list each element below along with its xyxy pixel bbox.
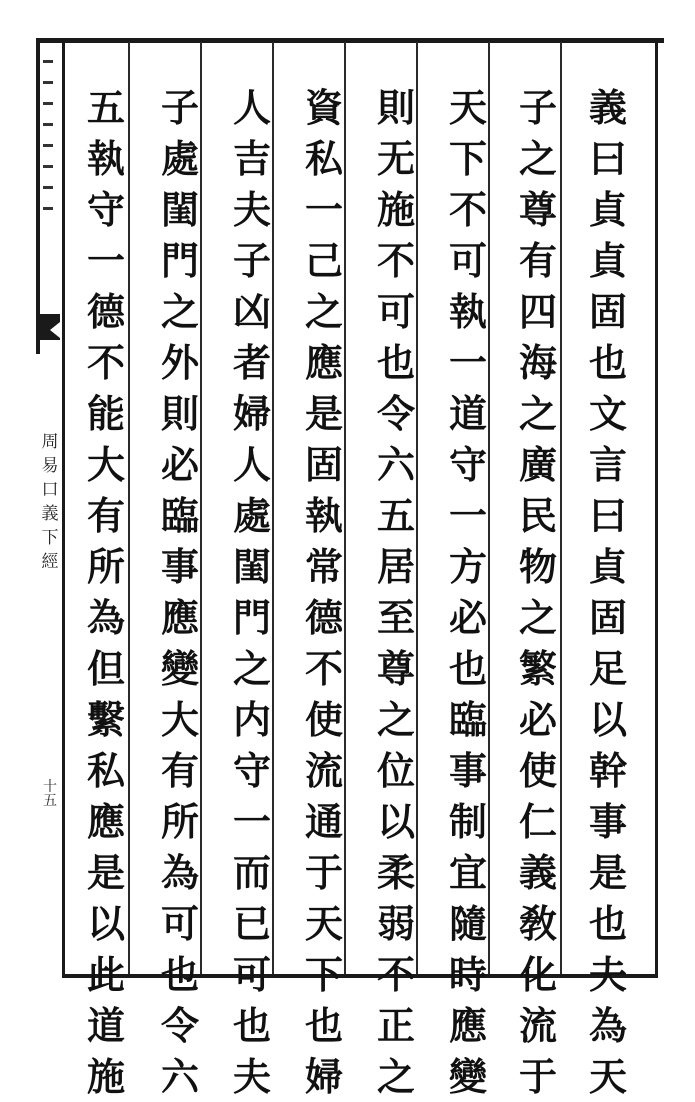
text-character: 海 — [518, 340, 557, 385]
text-character: 以 — [376, 799, 415, 844]
text-character: 人 — [232, 442, 271, 487]
text-character: 可 — [448, 238, 487, 283]
text-character: 貞 — [588, 187, 627, 232]
text-character: 也 — [376, 340, 415, 385]
text-character: 六 — [160, 1054, 199, 1099]
text-character: 執 — [304, 493, 343, 538]
text-character: 柔 — [376, 850, 415, 895]
text-character: 已 — [232, 901, 271, 946]
spine-character: 周 — [41, 432, 59, 452]
text-column — [368, 82, 424, 1099]
text-character: 人 — [232, 85, 271, 130]
text-character: 一 — [448, 340, 487, 385]
text-character: 閨 — [232, 544, 271, 589]
text-character: 變 — [448, 1054, 487, 1099]
text-character: 守 — [448, 442, 487, 487]
spine-character: 易 — [41, 456, 59, 476]
text-character: 尊 — [376, 646, 415, 691]
text-character: 子 — [160, 85, 199, 130]
text-character: 之 — [518, 595, 557, 640]
text-character: 應 — [86, 799, 125, 844]
text-character: 但 — [86, 646, 125, 691]
text-character: 者 — [232, 340, 271, 385]
text-character: 子 — [518, 85, 557, 130]
text-character: 德 — [86, 289, 125, 334]
text-character: 門 — [160, 238, 199, 283]
text-character: 也 — [588, 340, 627, 385]
text-character: 之 — [232, 646, 271, 691]
text-character: 德 — [304, 595, 343, 640]
text-character: 常 — [304, 544, 343, 589]
text-character: 使 — [304, 697, 343, 742]
spine-character: 口 — [41, 480, 59, 500]
text-character: 制 — [448, 799, 487, 844]
text-character: 足 — [588, 646, 627, 691]
text-character: 閨 — [160, 187, 199, 232]
text-character: 夫 — [232, 187, 271, 232]
text-character: 正 — [376, 1003, 415, 1048]
spine-page-number — [40, 780, 60, 808]
text-character: 是 — [86, 850, 125, 895]
text-character: 時 — [448, 952, 487, 997]
text-character: 宜 — [448, 850, 487, 895]
text-character: 臨 — [160, 493, 199, 538]
text-character: 固 — [588, 289, 627, 334]
text-character: 令 — [376, 391, 415, 436]
text-character: 資 — [304, 85, 343, 130]
left-margin-marks — [38, 60, 58, 310]
text-character: 臨 — [448, 697, 487, 742]
text-character: 于 — [518, 1054, 557, 1099]
text-character: 有 — [86, 493, 125, 538]
text-column — [580, 82, 636, 1099]
text-column — [510, 82, 566, 1099]
text-character: 為 — [588, 1003, 627, 1048]
text-character: 一 — [448, 493, 487, 538]
text-character: 貞 — [588, 544, 627, 589]
text-character: 通 — [304, 799, 343, 844]
text-character: 一 — [232, 799, 271, 844]
text-character: 尊 — [518, 187, 557, 232]
text-character: 不 — [448, 187, 487, 232]
text-column — [224, 82, 280, 1099]
text-character: 天 — [588, 1054, 627, 1099]
text-character: 居 — [376, 544, 415, 589]
text-character: 廣 — [518, 442, 557, 487]
text-character: 不 — [376, 238, 415, 283]
text-character: 處 — [232, 493, 271, 538]
text-character: 民 — [518, 493, 557, 538]
text-character: 大 — [86, 442, 125, 487]
text-character: 也 — [160, 952, 199, 997]
text-character: 守 — [232, 748, 271, 793]
text-character: 无 — [376, 136, 415, 181]
text-character: 事 — [160, 544, 199, 589]
text-character: 夫 — [588, 952, 627, 997]
text-character: 為 — [160, 850, 199, 895]
text-character: 之 — [160, 289, 199, 334]
text-column — [440, 82, 496, 1099]
text-character: 也 — [232, 1003, 271, 1048]
text-character: 義 — [588, 85, 627, 130]
text-character: 繫 — [86, 697, 125, 742]
text-character: 子 — [232, 238, 271, 283]
text-character: 私 — [86, 748, 125, 793]
text-column — [78, 82, 134, 1099]
text-character: 流 — [304, 748, 343, 793]
text-character: 至 — [376, 595, 415, 640]
text-character: 不 — [304, 646, 343, 691]
text-character: 有 — [160, 748, 199, 793]
text-character: 施 — [376, 187, 415, 232]
text-character: 四 — [518, 289, 557, 334]
text-character: 執 — [86, 136, 125, 181]
text-character: 天 — [304, 901, 343, 946]
text-character: 門 — [232, 595, 271, 640]
text-character: 處 — [160, 136, 199, 181]
text-character: 仁 — [518, 799, 557, 844]
text-character: 執 — [448, 289, 487, 334]
text-character: 固 — [304, 442, 343, 487]
text-character: 也 — [448, 646, 487, 691]
text-character: 之 — [376, 697, 415, 742]
text-character: 應 — [448, 1003, 487, 1048]
text-character: 也 — [304, 1003, 343, 1048]
text-character: 以 — [588, 697, 627, 742]
text-character: 物 — [518, 544, 557, 589]
text-character: 是 — [588, 850, 627, 895]
text-character: 此 — [86, 952, 125, 997]
text-character: 五 — [86, 85, 125, 130]
text-character: 應 — [160, 595, 199, 640]
text-character: 隨 — [448, 901, 487, 946]
text-character: 内 — [232, 697, 271, 742]
text-character: 天 — [448, 85, 487, 130]
text-character: 事 — [448, 748, 487, 793]
text-character: 必 — [160, 442, 199, 487]
text-character: 道 — [448, 391, 487, 436]
text-character: 不 — [86, 340, 125, 385]
text-character: 不 — [376, 952, 415, 997]
text-character: 貞 — [588, 238, 627, 283]
text-character: 可 — [232, 952, 271, 997]
text-character: 之 — [376, 1054, 415, 1099]
spine-character: 十 — [43, 779, 57, 795]
text-character: 則 — [160, 391, 199, 436]
text-character: 而 — [232, 850, 271, 895]
text-character: 夫 — [232, 1054, 271, 1099]
fish-tail-ornament-icon — [36, 312, 62, 342]
text-character: 有 — [518, 238, 557, 283]
text-character: 使 — [518, 748, 557, 793]
text-character: 必 — [518, 697, 557, 742]
text-character: 義 — [518, 850, 557, 895]
text-character: 可 — [376, 289, 415, 334]
text-character: 下 — [304, 952, 343, 997]
text-character: 凶 — [232, 289, 271, 334]
text-character: 方 — [448, 544, 487, 589]
spine-character: 經 — [41, 552, 59, 572]
text-character: 是 — [304, 391, 343, 436]
text-character: 應 — [304, 340, 343, 385]
text-character: 幹 — [588, 748, 627, 793]
text-character: 外 — [160, 340, 199, 385]
text-character: 道 — [86, 1003, 125, 1048]
text-character: 于 — [304, 850, 343, 895]
text-character: 固 — [588, 595, 627, 640]
text-character: 流 — [518, 1003, 557, 1048]
text-character: 大 — [160, 697, 199, 742]
text-character: 言 — [588, 442, 627, 487]
text-character: 可 — [160, 901, 199, 946]
spine-character: 五 — [43, 793, 57, 809]
text-character: 私 — [304, 136, 343, 181]
spine-character: 義 — [41, 504, 59, 524]
text-character: 曰 — [588, 136, 627, 181]
text-character: 施 — [86, 1054, 125, 1099]
text-character: 一 — [86, 238, 125, 283]
text-character: 之 — [518, 136, 557, 181]
text-character: 五 — [376, 493, 415, 538]
text-character: 弱 — [376, 901, 415, 946]
text-character: 敎 — [518, 901, 557, 946]
text-character: 婦 — [232, 391, 271, 436]
text-character: 之 — [518, 391, 557, 436]
text-character: 一 — [304, 187, 343, 232]
text-character: 則 — [376, 85, 415, 130]
text-character: 變 — [160, 646, 199, 691]
text-character: 化 — [518, 952, 557, 997]
text-character: 己 — [304, 238, 343, 283]
text-character: 守 — [86, 187, 125, 232]
text-character: 事 — [588, 799, 627, 844]
text-character: 所 — [160, 799, 199, 844]
text-character: 曰 — [588, 493, 627, 538]
text-character: 吉 — [232, 136, 271, 181]
text-character: 之 — [304, 289, 343, 334]
text-character: 所 — [86, 544, 125, 589]
text-column — [296, 82, 352, 1099]
text-character: 繁 — [518, 646, 557, 691]
text-character: 為 — [86, 595, 125, 640]
text-column — [152, 82, 208, 1099]
text-character: 也 — [588, 901, 627, 946]
text-character: 能 — [86, 391, 125, 436]
text-character: 令 — [160, 1003, 199, 1048]
text-character: 必 — [448, 595, 487, 640]
spine-character: 下 — [41, 528, 59, 548]
text-character: 以 — [86, 901, 125, 946]
text-character: 位 — [376, 748, 415, 793]
text-character: 婦 — [304, 1054, 343, 1099]
text-character: 六 — [376, 442, 415, 487]
text-character: 下 — [448, 136, 487, 181]
text-character: 文 — [588, 391, 627, 436]
